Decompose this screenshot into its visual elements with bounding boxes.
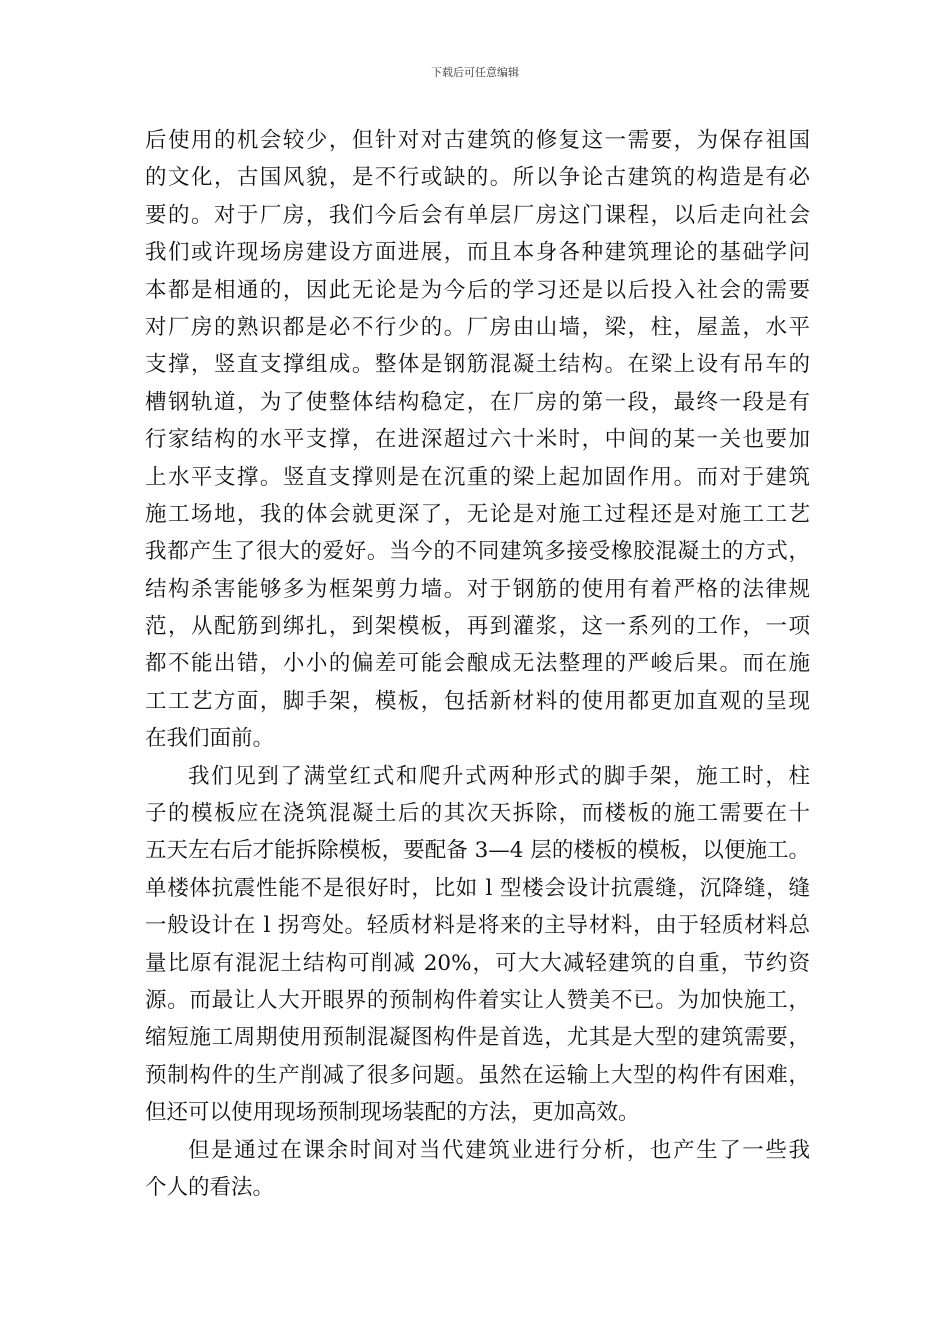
text-line: 在我们面前。 [145, 726, 275, 752]
text-line: 对厂房的熟识都是必不行少的。厂房由山墙，梁，柱，屋盖，水平 [145, 314, 810, 340]
page-header: 下载后可任意编辑 [431, 66, 519, 79]
text-line: 要的。对于厂房，我们今后会有单层厂房这门课程，以后走向社会 [145, 202, 810, 228]
text-line: 我们见到了满堂红式和爬升式两种形式的脚手架，施工时，柱 [188, 763, 810, 789]
text-line: 本都是相通的，因此无论是为今后的学习还是以后投入社会的需要 [145, 277, 810, 303]
document-body [145, 122, 810, 1206]
text-line: 范，从配筋到绑扎，到架模板，再到灌浆，这一系列的工作，一项 [145, 614, 810, 640]
text-line: 行家结构的水平支撑，在进深超过六十米时，中间的某一关也要加 [145, 427, 810, 453]
paragraph [145, 1132, 810, 1207]
text-line: 缩短施工周期使用预制混凝图构件是首选，尤其是大型的建筑需要， [145, 1025, 810, 1051]
text-line: 子的模板应在浇筑混凝土后的其次天拆除，而楼板的施工需要在十 [145, 801, 810, 827]
text-line: 我都产生了很大的爱好。当今的不同建筑多接受橡胶混凝土的方式， [145, 539, 810, 565]
paragraph [145, 122, 810, 758]
text-line: 支撑，竖直支撑组成。整体是钢筋混凝土结构。在梁上设有吊车的 [145, 352, 810, 378]
text-line: 量比原有混泥土结构可削减 20%，可大大减轻建筑的自重，节约资 [145, 950, 810, 976]
text-line: 但是通过在课余时间对当代建筑业进行分析，也产生了一些我 [188, 1137, 810, 1163]
text-line: 一般设计在 l 拐弯处。轻质材料是将来的主导材料，由于轻质材料总 [145, 913, 810, 939]
text-line: 单楼体抗震性能不是很好时，比如 l 型楼会设计抗震缝，沉降缝，缝 [145, 875, 810, 901]
text-line: 五天左右后才能拆除模板，要配备 3—4 层的楼板的模板，以便施工。 [145, 838, 810, 864]
text-line: 工工艺方面，脚手架，模板，包括新材料的使用都更加直观的呈现 [145, 688, 810, 714]
text-line: 施工场地，我的体会就更深了，无论是对施工过程还是对施工工艺 [145, 501, 810, 527]
text-line: 结构杀害能够多为框架剪力墙。对于钢筋的使用有着严格的法律规 [145, 576, 810, 602]
text-line: 但还可以使用现场预制现场装配的方法，更加高效。 [145, 1100, 640, 1126]
text-line: 个人的看法。 [145, 1174, 275, 1200]
text-line: 的文化，古国风貌，是不行或缺的。所以争论古建筑的构造是有必 [145, 165, 810, 191]
text-line: 上水平支撑。竖直支撑则是在沉重的梁上起加固作用。而对于建筑 [145, 464, 810, 490]
text-line: 后使用的机会较少，但针对对古建筑的修复这一需要，为保存祖国 [145, 128, 810, 153]
text-line: 都不能出错，小小的偏差可能会酿成无法整理的严峻后果。而在施 [145, 651, 810, 677]
paragraph [145, 758, 810, 1132]
text-line: 我们或许现场房建设方面进展，而且本身各种建筑理论的基础学问 [145, 240, 810, 266]
text-line: 槽钢轨道，为了使整体结构稳定，在厂房的第一段，最终一段是有 [145, 389, 810, 415]
text-line: 预制构件的生产削减了很多问题。虽然在运输上大型的构件有困难， [145, 1062, 810, 1088]
text-line: 源。而最让人大开眼界的预制构件着实让人赞美不已。为加快施工， [145, 987, 810, 1013]
